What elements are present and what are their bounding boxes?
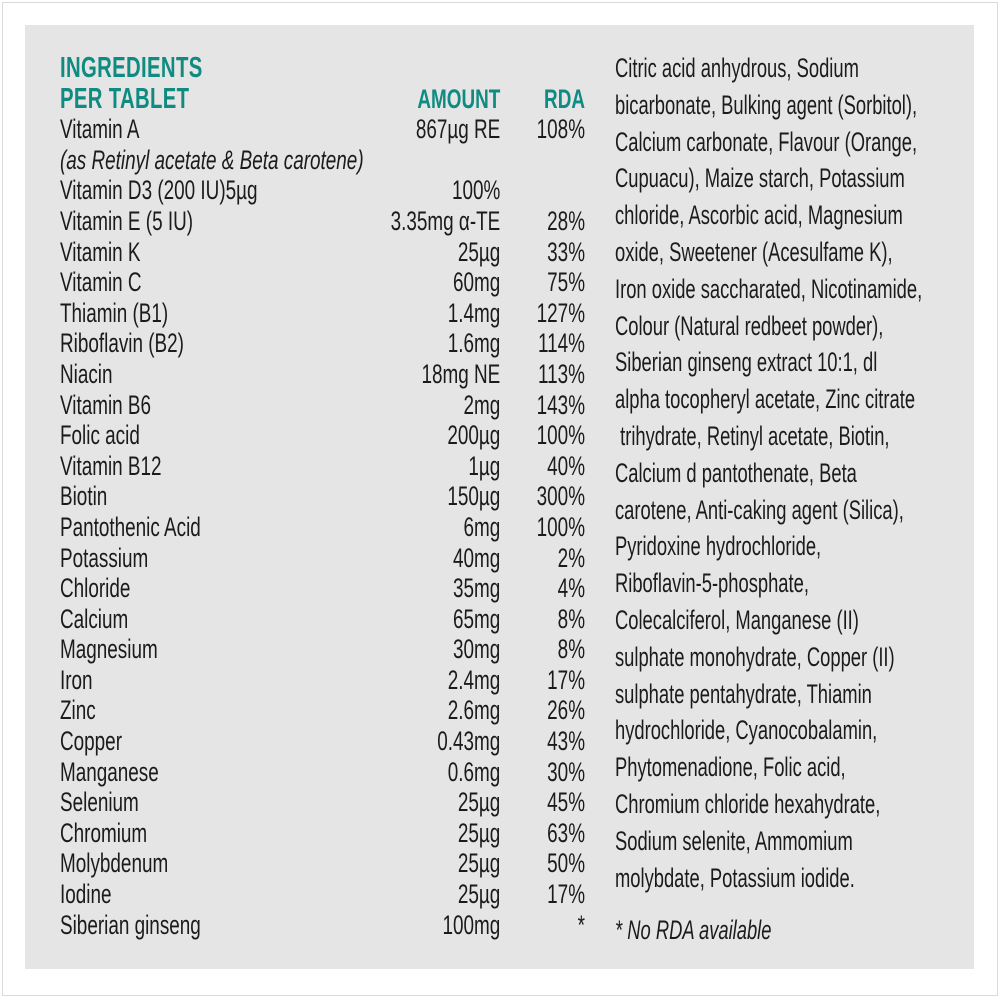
table-row <box>60 787 585 818</box>
ingredient-amount: 65mg <box>453 603 501 634</box>
table-row <box>60 879 585 910</box>
ingredient-name: Thiamin (B1) <box>60 297 169 328</box>
ingredient-amount: 25µg <box>457 236 501 267</box>
table-row <box>60 481 585 512</box>
ingredient-amount: 100mg <box>442 909 501 940</box>
ingredient-list-line: Citric acid anhydrous, Sodium <box>615 53 859 83</box>
ingredient-name: Magnesium <box>60 634 158 665</box>
ingredient-rda: 30% <box>547 756 585 787</box>
ingredient-rda: 4% <box>557 573 585 604</box>
ingredient-name: Riboflavin (B2) <box>60 328 184 359</box>
ingredient-name: Vitamin C <box>60 267 142 298</box>
ingredient-amount: 6mg <box>463 511 501 542</box>
ingredient-name: Vitamin A <box>60 114 140 145</box>
ingredient-name: Copper <box>60 726 122 757</box>
ingredient-rda <box>500 175 585 206</box>
ingredient-name: Iron <box>60 664 93 695</box>
table-row <box>60 634 585 665</box>
ingredient-amount: 867µg RE <box>415 114 501 145</box>
ingredient-rda: 127% <box>536 297 585 328</box>
ingredient-name: Folic acid <box>60 420 140 451</box>
ingredient-rda: 43% <box>547 726 585 757</box>
ingredient-rda: 28% <box>547 205 585 236</box>
table-row <box>60 237 585 268</box>
ingredient-name: Vitamin K <box>60 236 141 267</box>
ingredient-name: Vitamin B6 <box>60 389 152 420</box>
ingredient-amount: 150µg <box>447 481 501 512</box>
ingredient-list-line: sulphate monohydrate, Copper (II) <box>615 641 895 672</box>
ingredient-amount: 25µg <box>457 817 501 848</box>
table-row <box>60 359 585 390</box>
table-row <box>60 267 585 298</box>
ingredient-list-line: bicarbonate, Bulking agent (Sorbitol), <box>615 89 918 120</box>
ingredient-rda: 113% <box>538 358 585 389</box>
ingredient-name: Niacin <box>60 358 113 389</box>
ingredient-rda: 33% <box>547 236 585 267</box>
ingredient-amount: 0.43mg <box>437 726 501 757</box>
ingredient-amount: 30mg <box>453 634 501 665</box>
ingredient-rda: 300% <box>536 481 585 512</box>
ingredient-amount: 40mg <box>453 542 501 573</box>
ingredient-name: Siberian ginseng <box>60 909 201 940</box>
table-row <box>60 145 585 176</box>
ingredient-rda: 63% <box>547 817 585 848</box>
ingredient-name: Manganese <box>60 756 159 787</box>
table-row <box>60 420 585 451</box>
ingredient-list-line: hydrochloride, Cyanocobalamin, <box>615 715 878 746</box>
ingredient-amount: 1µg <box>468 450 501 481</box>
ingredient-amount: 35mg <box>453 573 501 604</box>
ingredient-list-line: Cupuacu), Maize starch, Potassium <box>615 163 905 194</box>
ingredients-list <box>615 50 945 949</box>
ingredient-amount: 100% <box>451 175 501 206</box>
ingredient-list-line: Calcium carbonate, Flavour (Orange, <box>615 126 918 157</box>
ingredient-amount: 25µg <box>457 848 501 879</box>
ingredient-amount: 3.35mg α-TE <box>390 205 501 236</box>
ingredient-rda: 8% <box>557 603 585 634</box>
ingredient-rda: 143% <box>536 389 585 420</box>
table-row <box>60 757 585 788</box>
ingredient-rda: 2% <box>557 542 585 573</box>
ingredient-list-line: Sodium selenite, Ammomium <box>615 825 853 856</box>
ingredient-list-line: chloride, Ascorbic acid, Magnesium <box>615 200 903 231</box>
table-row <box>60 848 585 879</box>
ingredient-rda: 75% <box>547 267 585 298</box>
ingredient-list-line: sulphate pentahydrate, Thiamin <box>615 678 872 709</box>
table-title-line2: PER TABLET <box>60 82 190 115</box>
ingredient-name: Pantothenic Acid <box>60 511 201 542</box>
ingredient-amount: 0.6mg <box>447 756 501 787</box>
ingredient-rda: 114% <box>538 328 585 359</box>
ingredient-name: Vitamin E (5 IU) <box>60 205 194 236</box>
table-title-line1: INGREDIENTS <box>60 52 203 84</box>
ingredient-rda: 26% <box>547 695 585 726</box>
ingredient-amount: 200µg <box>447 420 501 451</box>
ingredient-rda: 8% <box>557 634 585 665</box>
ingredient-amount: 1.6mg <box>447 328 501 359</box>
table-row <box>60 175 585 206</box>
ingredient-list-line: Calcium d pantothenate, Beta <box>615 457 857 488</box>
ingredient-name: Selenium <box>60 787 139 818</box>
no-rda-footnote: * No RDA available <box>615 915 772 946</box>
ingredient-amount: 2mg <box>463 389 501 420</box>
amount-column-header: AMOUNT <box>417 83 501 114</box>
ingredient-list-line: Colour (Natural redbeet powder), <box>615 310 884 341</box>
ingredient-list-line: carotene, Anti-caking agent (Silica), <box>615 494 904 525</box>
ingredient-rda: 100% <box>536 420 585 451</box>
ingredient-name: Vitamin B12 <box>60 450 162 481</box>
ingredient-amount: 25µg <box>457 879 501 910</box>
ingredient-name: Chromium <box>60 817 148 848</box>
ingredient-rda: 45% <box>547 787 585 818</box>
ingredient-amount: 25µg <box>457 787 501 818</box>
table-header-row <box>60 84 585 115</box>
table-rows <box>60 114 585 940</box>
ingredient-list-line: Chromium chloride hexahydrate, <box>615 788 881 819</box>
table-row <box>60 543 585 574</box>
ingredient-list-line: Siberian ginseng extract 10:1, dl <box>615 347 878 378</box>
ingredient-name: Biotin <box>60 481 108 512</box>
ingredient-list-line: trihydrate, Retinyl acetate, Biotin, <box>615 420 890 451</box>
ingredient-list-line: oxide, Sweetener (Acesulfame K), <box>615 236 893 267</box>
table-row <box>60 512 585 543</box>
table-row <box>60 726 585 757</box>
ingredients-list-lines <box>615 50 945 896</box>
table-row <box>60 298 585 329</box>
ingredient-name: Chloride <box>60 573 131 604</box>
rda-column-header: RDA <box>544 83 585 114</box>
ingredient-list-line: Colecalciferol, Manganese (II) <box>615 604 859 635</box>
table-row <box>60 818 585 849</box>
ingredient-name: Iodine <box>60 879 112 910</box>
ingredient-rda: 108% <box>536 114 585 145</box>
ingredient-amount: 60mg <box>453 267 501 298</box>
table-row <box>60 328 585 359</box>
ingredient-name: Potassium <box>60 542 149 573</box>
ingredient-amount: 2.6mg <box>447 695 501 726</box>
ingredient-rda: 100% <box>536 511 585 542</box>
table-row <box>60 910 585 941</box>
ingredient-list-line: molybdate, Potassium iodide. <box>615 862 855 893</box>
ingredient-rda: 17% <box>547 664 585 695</box>
ingredient-name: Vitamin D3 (200 IU)5µg <box>60 175 258 206</box>
table-row <box>60 665 585 696</box>
ingredient-list-line: Phytomenadione, Folic acid, <box>615 752 846 783</box>
ingredients-table <box>60 53 585 940</box>
ingredient-amount: 18mg NE <box>421 358 501 389</box>
table-row <box>60 573 585 604</box>
table-row <box>60 451 585 482</box>
table-row <box>60 390 585 421</box>
table-row <box>60 695 585 726</box>
table-row <box>60 114 585 145</box>
ingredient-list-line: Iron oxide saccharated, Nicotinamide, <box>615 273 923 304</box>
ingredient-name: Molybdenum <box>60 848 169 879</box>
ingredient-rda: 17% <box>547 879 585 910</box>
ingredient-list-line: Riboflavin-5-phosphate, <box>615 568 809 599</box>
ingredient-list-line: Pyridoxine hydrochloride, <box>615 531 822 562</box>
table-row <box>60 604 585 635</box>
ingredient-rda: * <box>577 909 585 940</box>
ingredient-amount: 2.4mg <box>447 664 501 695</box>
ingredient-name: (as Retinyl acetate & Beta carotene) <box>60 144 364 175</box>
table-row <box>60 206 585 237</box>
ingredient-amount: 1.4mg <box>447 297 501 328</box>
nutrition-panel <box>25 25 974 969</box>
ingredient-rda: 40% <box>547 450 585 481</box>
ingredient-name: Zinc <box>60 695 96 726</box>
ingredient-rda: 50% <box>547 848 585 879</box>
ingredient-list-line: alpha tocopheryl acetate, Zinc citrate <box>615 384 916 415</box>
ingredient-name: Calcium <box>60 603 129 634</box>
